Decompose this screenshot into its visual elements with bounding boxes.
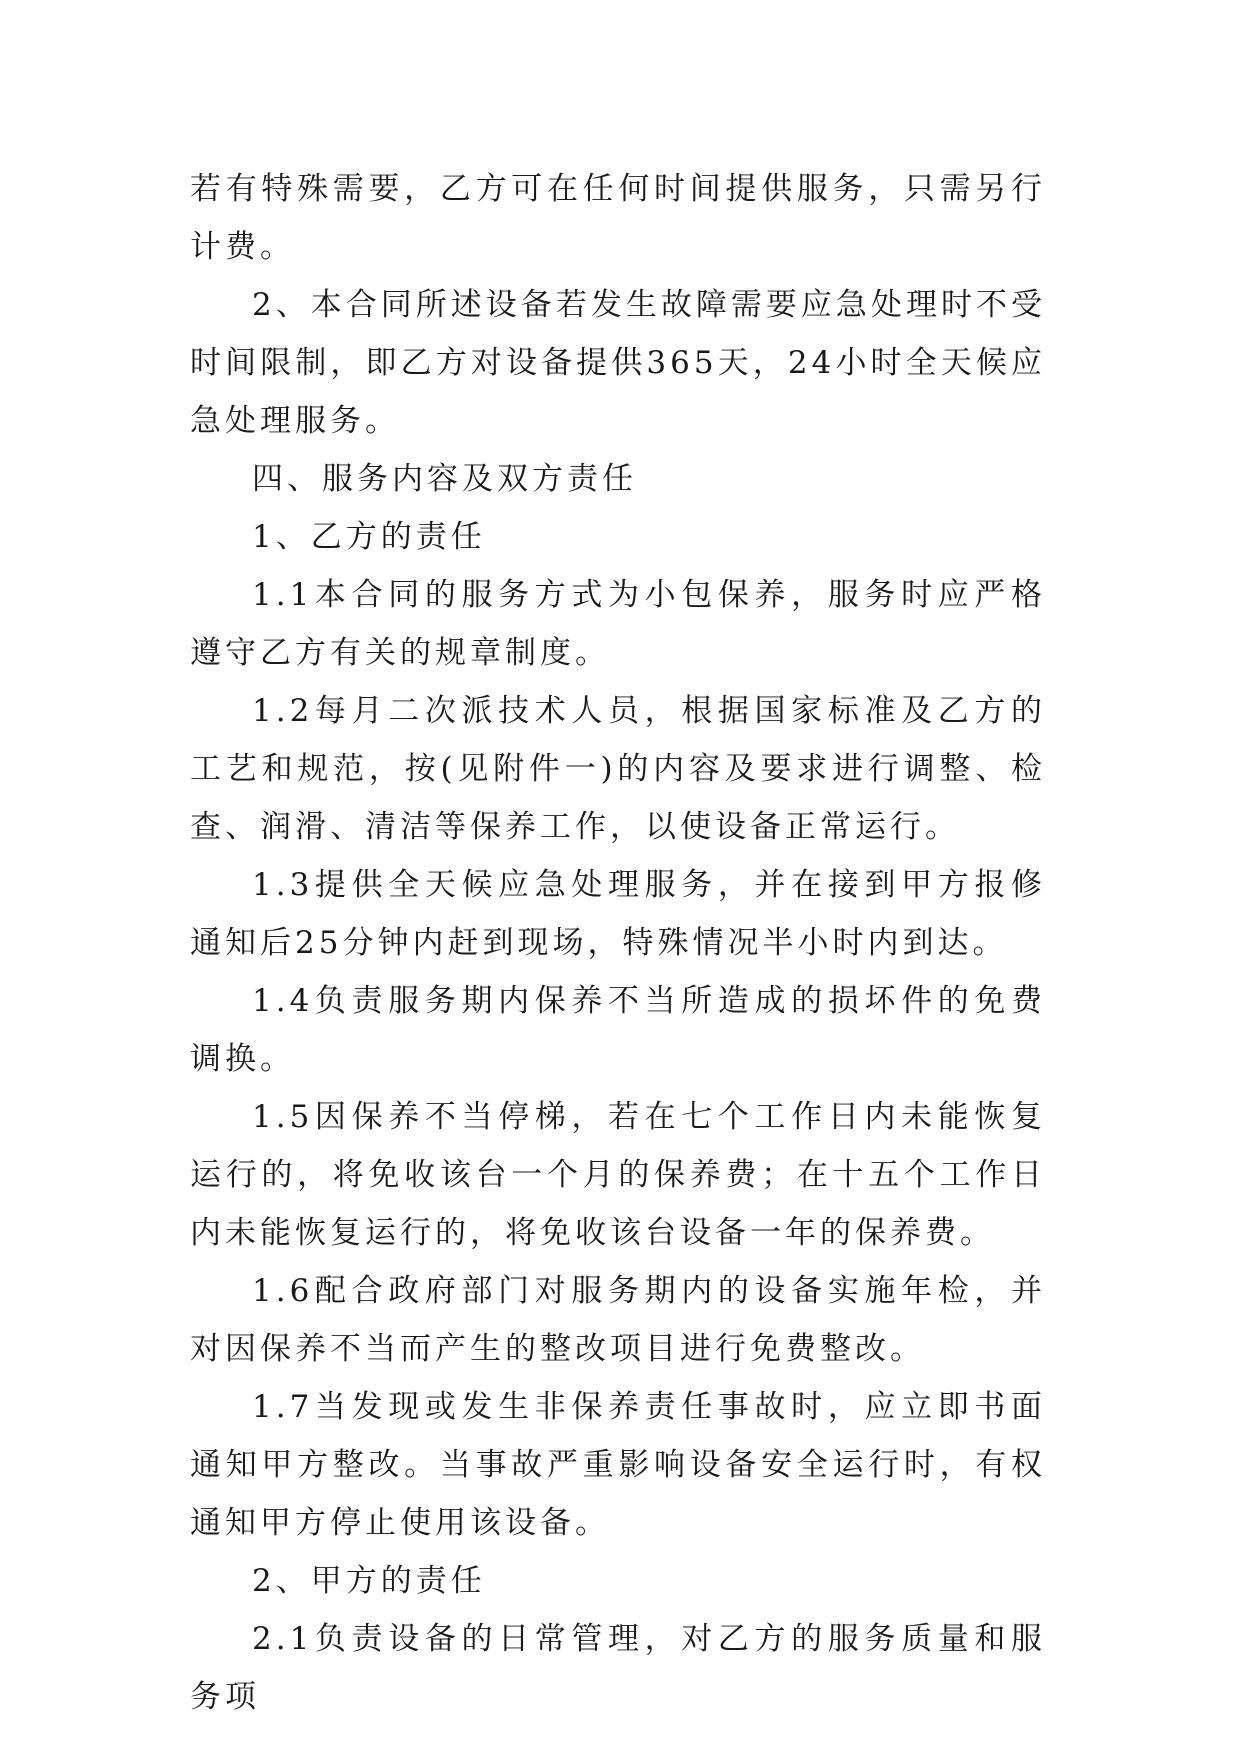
clause-1-5: 1.5因保养不当停梯，若在七个工作日内未能恢复运行的，将免收该台一个月的保养费；在十五个工作日内未能恢复运行的，将免收该台设备一年的保养费。: [190, 1099, 1046, 1251]
clause-1-7: 1.7当发现或发生非保养责任事故时，应立即书面通知甲方整改。当事故严重影响设备安全运行时，有权通知甲方停止使用该设备。: [190, 1389, 1046, 1541]
document-body: [190, 160, 1046, 1726]
paragraph-special-service: 若有特殊需要，乙方可在任何时间提供服务，只需另行计费。: [190, 171, 1046, 265]
clause-1-3: 1.3提供全天候应急处理服务，并在接到甲方报修通知后25分钟内赶到现场，特殊情况半小时内到达。: [190, 867, 1046, 961]
clause-1-2: 1.2每月二次派技术人员，根据国家标准及乙方的工艺和规范，按(见附件一)的内容及要求进行调整、检查、润滑、清洁等保养工作，以使设备正常运行。: [190, 693, 1046, 845]
section-heading-service-content: 四、服务内容及双方责任: [252, 461, 637, 497]
clause-2-1: 2.1负责设备的日常管理，对乙方的服务质量和服务项: [190, 1621, 1046, 1715]
subheading-party-a-responsibility: 2、甲方的责任: [252, 1563, 486, 1599]
subheading-party-b-responsibility: 1、乙方的责任: [252, 519, 486, 555]
clause-1-6: 1.6配合政府部门对服务期内的设备实施年检，并对因保养不当而产生的整改项目进行免费整改。: [190, 1273, 1046, 1367]
paragraph-emergency-service: 2、本合同所述设备若发生故障需要应急处理时不受时间限制，即乙方对设备提供365天，24小时全天候应急处理服务。: [190, 287, 1046, 439]
clause-1-1: 1.1本合同的服务方式为小包保养，服务时应严格遵守乙方有关的规章制度。: [190, 577, 1046, 671]
clause-1-4: 1.4负责服务期内保养不当所造成的损坏件的免费调换。: [190, 983, 1046, 1077]
